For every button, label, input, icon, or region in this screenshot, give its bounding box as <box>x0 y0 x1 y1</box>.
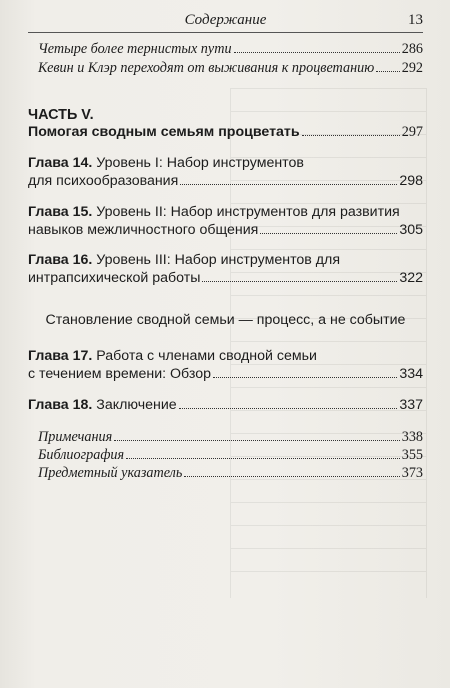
chapter-title-line2: интрапсихической работы <box>28 270 201 286</box>
page-number: 13 <box>408 12 423 28</box>
chapter-title-line2: с течением времени: Обзор <box>28 366 212 382</box>
chapter-page: 305 <box>399 222 423 238</box>
chapter-label: Глава 15. <box>28 204 93 220</box>
chapter-label: Глава 16. <box>28 252 93 268</box>
toc-entry <box>38 446 423 464</box>
toc-entry-page: 286 <box>401 41 423 57</box>
chapter-page: 322 <box>399 270 423 286</box>
section-heading: Становление сводной семьи — процесс, а не событие <box>45 312 406 328</box>
dot-leader <box>126 458 400 459</box>
toc-entry-page: 373 <box>401 465 423 481</box>
dot-leader <box>260 233 397 234</box>
dot-leader <box>213 377 397 378</box>
toc-entry-title: Предметный указатель <box>38 465 183 481</box>
dot-leader <box>180 184 397 185</box>
part-entry <box>28 123 423 141</box>
dot-leader <box>202 281 397 282</box>
toc-entry <box>38 40 423 58</box>
chapter-18-entry <box>28 396 423 414</box>
toc-entry <box>38 59 423 77</box>
chapter-16-line2 <box>28 269 423 287</box>
chapter-title-line2: для психообразования <box>28 173 179 189</box>
chapter-label: Глава 14. <box>28 155 93 171</box>
toc-entry-title: Примечания <box>38 429 113 445</box>
toc-entry <box>38 464 423 482</box>
toc-entry-page: 355 <box>401 447 423 463</box>
chapter-page: 334 <box>399 366 423 382</box>
chapter-15-line2 <box>28 221 423 239</box>
chapter-page: 337 <box>399 397 423 413</box>
chapter-title-line1: Уровень I: Набор инструментов <box>96 155 304 171</box>
chapter-title-line1: Уровень II: Набор инструментов для развития <box>96 204 400 220</box>
header-rule <box>28 32 423 33</box>
chapter-title-line1: Работа с членами сводной семьи <box>96 348 317 364</box>
part-title: Помогая сводным семьям процветать <box>28 124 300 140</box>
part-page: 297 <box>401 124 423 140</box>
chapter-17-line1 <box>28 347 317 365</box>
chapter-title-line1: Уровень III: Набор инструментов для <box>96 252 341 268</box>
chapter-14-line2 <box>28 172 423 190</box>
toc-entry <box>38 428 423 446</box>
chapter-label: Глава 17. <box>28 348 93 364</box>
dot-leader <box>184 476 399 477</box>
chapter-title: Заключение <box>96 397 177 413</box>
dot-leader <box>114 440 400 441</box>
chapter-label: Глава 18. <box>28 397 93 413</box>
toc-entry-title: Четыре более тернистых пути <box>38 41 232 57</box>
dot-leader <box>302 135 400 136</box>
dot-leader <box>376 71 400 72</box>
toc-entry-title: Кевин и Клэр переходят от выживания к процветанию <box>38 60 375 76</box>
chapter-page: 298 <box>399 173 423 189</box>
chapter-17-line2 <box>28 365 423 383</box>
toc-entry-title: Библиография <box>38 447 125 463</box>
part-label: ЧАСТЬ V. <box>28 107 94 123</box>
page-header <box>28 8 423 32</box>
chapter-16-line1 <box>28 251 340 269</box>
running-title: Содержание <box>184 12 267 28</box>
dot-leader <box>234 52 400 53</box>
chapter-15-line1 <box>28 203 400 221</box>
toc-entry-page: 338 <box>401 429 423 445</box>
chapter-title-line2: навыков межличностного общения <box>28 222 259 238</box>
chapter-14-line1 <box>28 154 304 172</box>
toc-entry-page: 292 <box>401 60 423 76</box>
dot-leader <box>179 408 398 409</box>
